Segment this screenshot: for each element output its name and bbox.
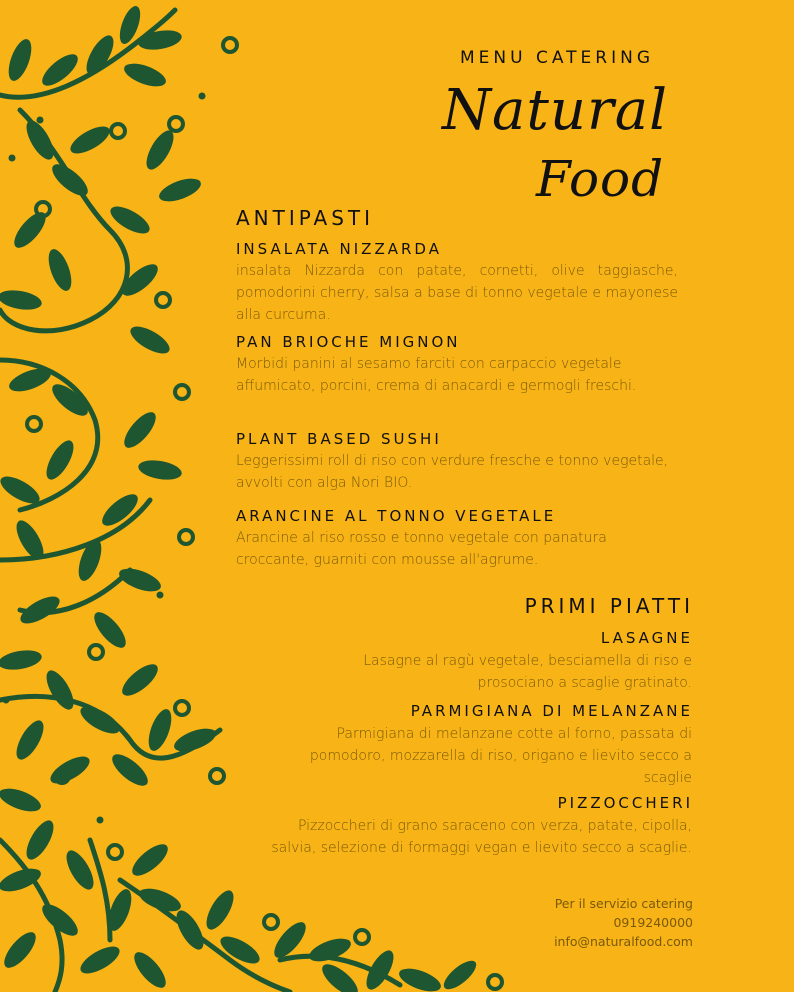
item-desc-pan-brioche-mignon: Morbidi panini al sesamo farciti con carpaccio vegetale affumicato, porcini, crema di anacardi e germogli freschi.	[236, 356, 637, 394]
item-title-pan-brioche-mignon: PAN BRIOCHE MIGNON	[236, 333, 461, 351]
title-food: Food	[536, 150, 665, 208]
item-title-insalata-nizzarda: INSALATA NIZZARDA	[236, 240, 442, 258]
contact-intro: Per il servizio catering	[554, 896, 693, 911]
contact-phone[interactable]: 0919240000	[613, 915, 693, 930]
item-desc-insalata-nizzarda: insalata Nizzarda con patate, cornetti, olive taggiasche, pomodorini cherry, salsa a base di tonno vegetale e mayonese alla curcuma.	[236, 263, 678, 323]
section-primi-heading: PRIMI PIATTI	[524, 594, 694, 618]
item-title-plant-based-sushi: PLANT BASED SUSHI	[236, 430, 442, 448]
item-desc-lasagne: Lasagne al ragù vegetale, besciamella di riso e prosociano a scaglie gratinato.	[363, 653, 692, 691]
item-desc-pizzoccheri: Pizzoccheri di grano saraceno con verza, patate, cipolla, salvia, selezione di formaggi vegan e lievito secco a scaglie.	[271, 818, 692, 856]
item-title-arancine: ARANCINE AL TONNO VEGETALE	[236, 507, 557, 525]
contact-block	[554, 894, 693, 951]
title-natural: Natural	[442, 78, 669, 143]
item-desc-parmigiana: Parmigiana di melanzane cotte al forno, passata di pomodoro, mozzarella di riso, origano e lievito secco a scaglie	[309, 726, 692, 786]
item-title-lasagne: LASAGNE	[600, 629, 693, 647]
section-antipasti-heading: ANTIPASTI	[236, 206, 375, 230]
menu-kicker: MENU CATERING	[460, 48, 654, 68]
item-desc-plant-based-sushi: Leggerissimi roll di riso con verdure fresche e tonno vegetale, avvolti con alga Nori BIO.	[236, 453, 669, 491]
item-desc-arancine: Arancine al riso rosso e tonno vegetale con panatura croccante, guarniti con mousse all'agrume.	[236, 530, 607, 568]
item-title-parmigiana: PARMIGIANA DI MELANZANE	[410, 702, 693, 720]
item-title-pizzoccheri: PIZZOCCHERI	[557, 794, 693, 812]
contact-email[interactable]: info@naturalfood.com	[554, 934, 693, 949]
